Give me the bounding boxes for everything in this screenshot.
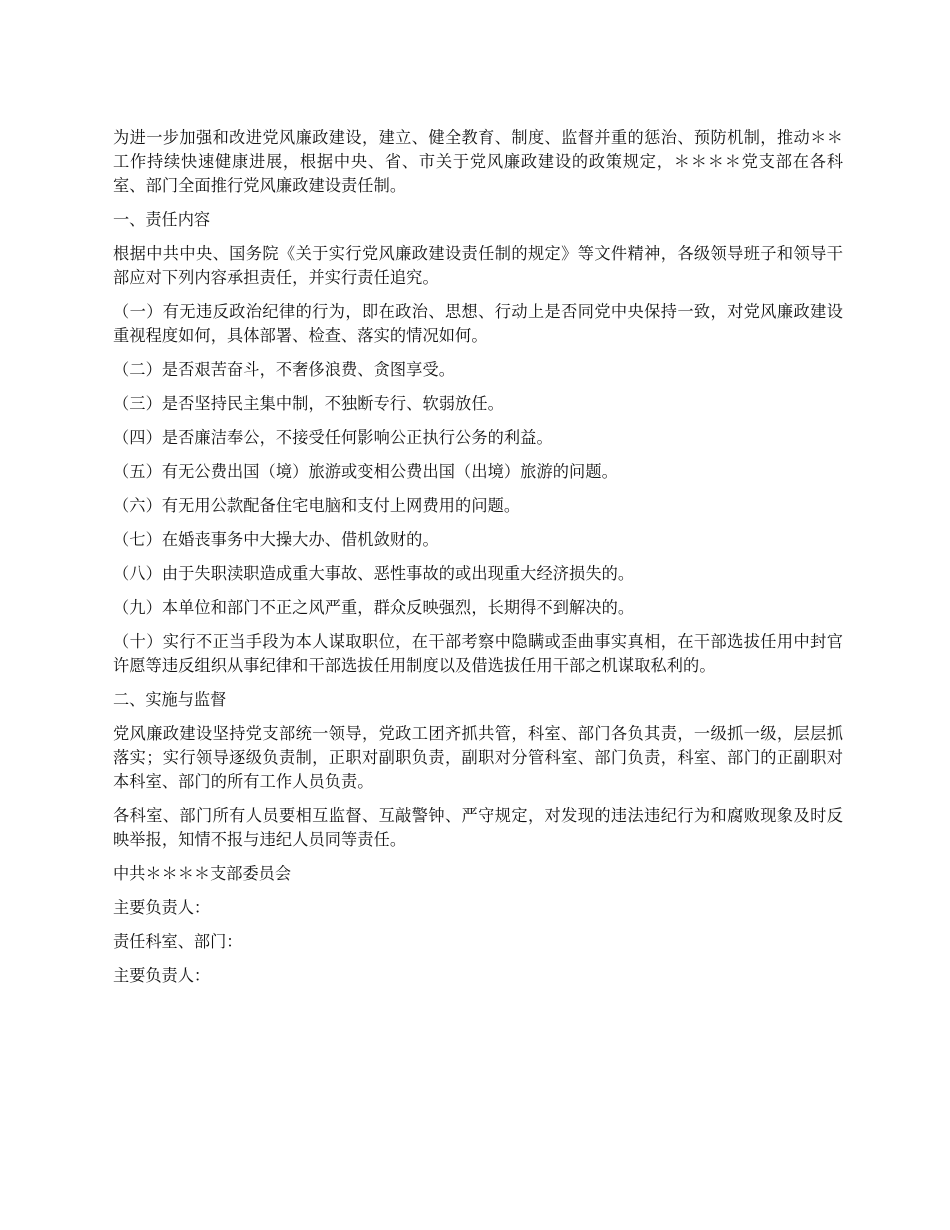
section-heading-responsibility: 一、责任内容 xyxy=(113,210,211,229)
list-item: （十）实行不正当手段为本人谋取职位，在干部考察中隐瞒或歪曲事实真相，在干部选拔任用中封官许愿等违反组织从事纪律和干部选拔任用制度以及借选拔任用干部之机谋取私利的。 xyxy=(113,632,843,675)
list-item: （三）是否坚持民主集中制，不独断专行、软弱放任。 xyxy=(113,394,504,413)
intro-paragraph: 为进一步加强和改进党风廉政建设，建立、健全教育、制度、监督并重的惩治、预防机制，推动＊＊工作持续快速健康进展，根据中央、省、市关于党风廉政建设的政策规定，＊＊＊＊党支部在各科室、部门全面推行党风廉政建设责任制。 xyxy=(113,128,843,195)
list-item: （六）有无用公款配备住宅电脑和支付上网费用的问题。 xyxy=(113,496,521,515)
document-body xyxy=(113,126,843,998)
signoff-organization: 中共＊＊＊＊支部委员会 xyxy=(113,864,292,883)
section2-paragraph-1: 党风廉政建设坚持党支部统一领导，党政工团齐抓共管，科室、部门各负其责，一级抓一级，层层抓落实；实行领导逐级负责制，正职对副职负责，副职对分管科室、部门负责，科室、部门的正副职对本科室、部门的所有工作人员负责。 xyxy=(113,724,843,791)
section2-paragraph-2: 各科室、部门所有人员要相互监督、互敲警钟、严守规定，对发现的违法违纪行为和腐败现象及时反映举报，知情不报与违纪人员同等责任。 xyxy=(113,806,843,849)
signoff-department-label: 责任科室、部门： xyxy=(113,932,243,951)
list-item: （八）由于失职渎职造成重大事故、恶性事故的或出现重大经济损失的。 xyxy=(113,564,635,583)
section-heading-implementation: 二、实施与监督 xyxy=(113,690,227,709)
signoff-lead-label: 主要负责人： xyxy=(113,898,211,917)
list-item: （二）是否艰苦奋斗，不奢侈浪费、贪图享受。 xyxy=(113,360,456,379)
list-item: （七）在婚丧事务中大操大办、借机敛财的。 xyxy=(113,530,439,549)
list-item: （四）是否廉洁奉公，不接受任何影响公正执行公务的利益。 xyxy=(113,428,553,447)
signoff-lead-label-2: 主要负责人： xyxy=(113,966,211,985)
list-item: （九）本单位和部门不正之风严重，群众反映强烈，长期得不到解决的。 xyxy=(113,598,635,617)
section1-intro-paragraph: 根据中共中央、国务院《关于实行党风廉政建设责任制的规定》等文件精神，各级领导班子和领导干部应对下列内容承担责任，并实行责任追究。 xyxy=(113,244,843,287)
list-item: （一）有无违反政治纪律的行为，即在政治、思想、行动上是否同党中央保持一致，对党风廉政建设重视程度如何，具体部署、检查、落实的情况如何。 xyxy=(113,302,843,345)
list-item: （五）有无公费出国（境）旅游或变相公费出国（出境）旅游的问题。 xyxy=(113,462,618,481)
